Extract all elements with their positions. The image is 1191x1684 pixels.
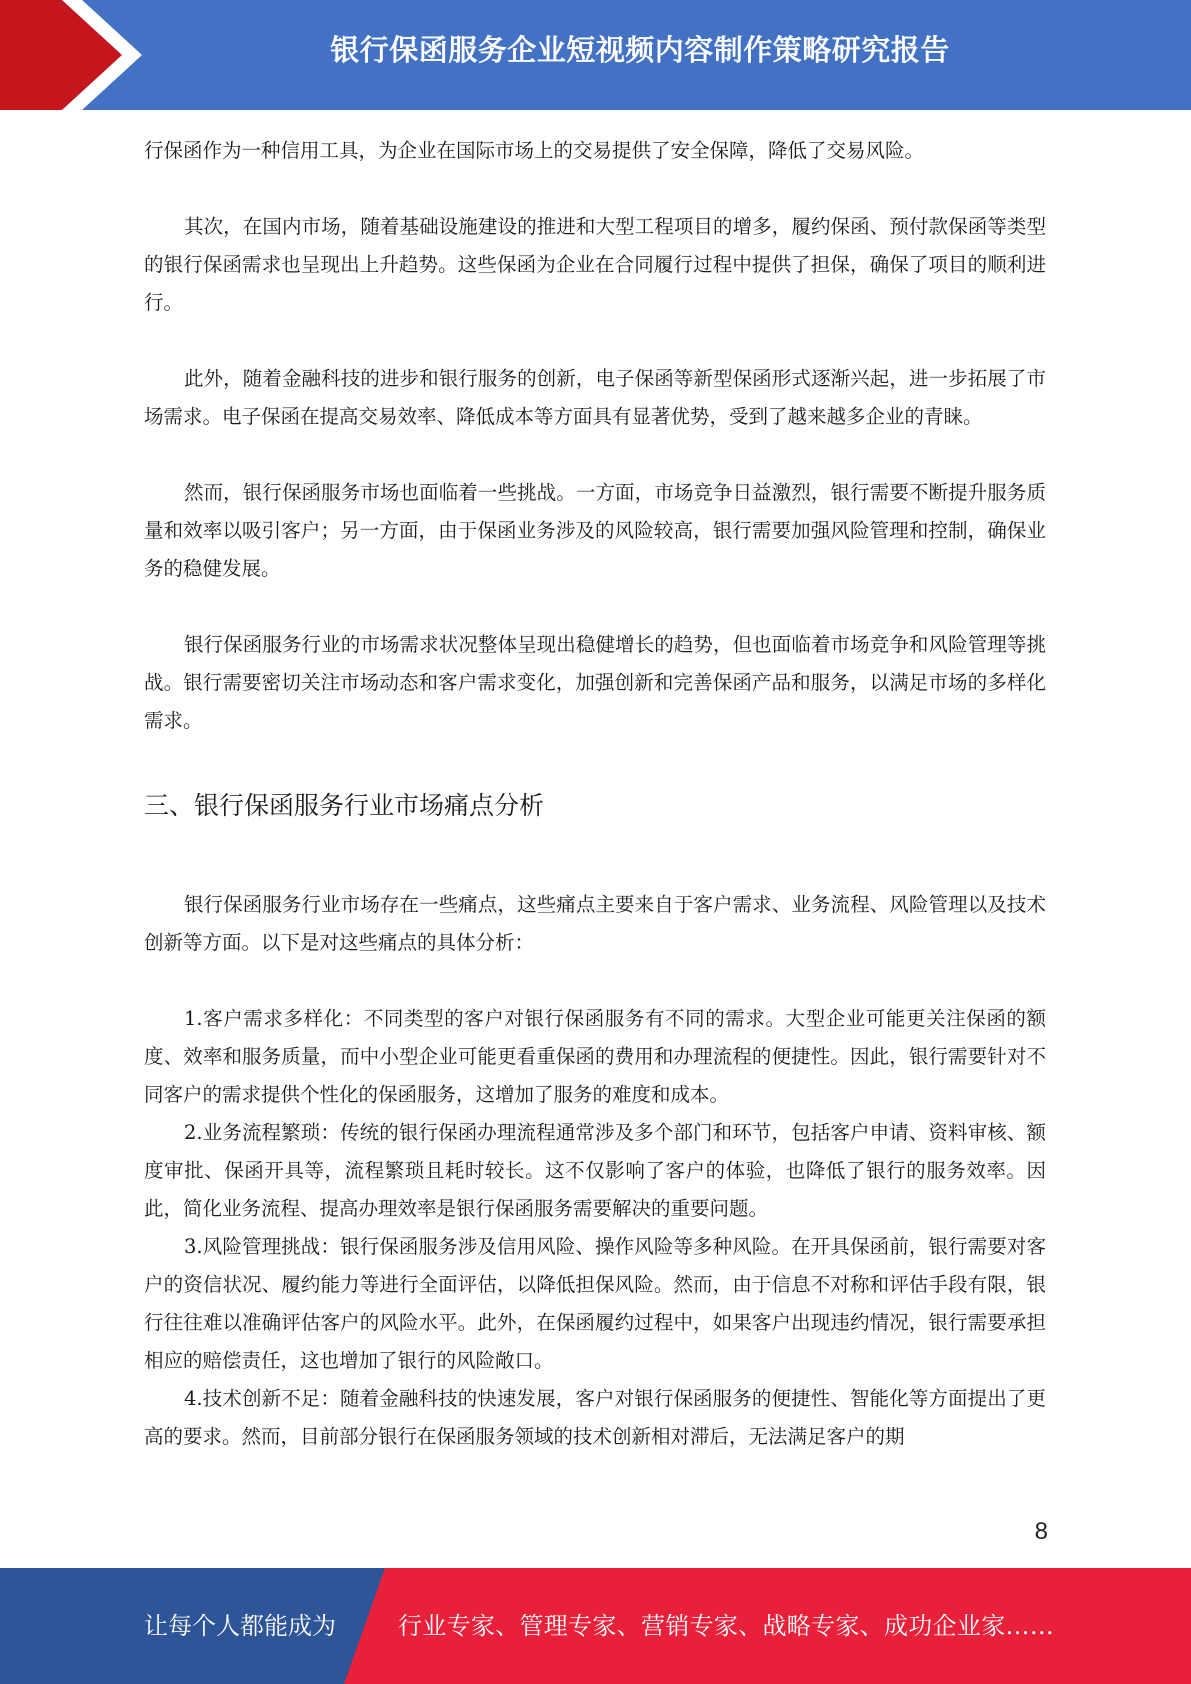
footer-banner [0, 1568, 1191, 1684]
pain-point-item: 1.客户需求多样化：不同类型的客户对银行保函服务有不同的需求。大型企业可能更关注保函的额度、效率和服务质量，而中小型企业可能更看重保函的费用和办理流程的便捷性。因此，银行需要针对不同客户的需求提供个性化的保函服务，这增加了服务的难度和成本。 [144, 1007, 1046, 1106]
section-heading: 三、银行保函服务行业市场痛点分析 [144, 791, 545, 820]
pain-point-item: 3.风险管理挑战：银行保函服务涉及信用风险、操作风险等多种风险。在开具保函前，银行需要对客户的资信状况、履约能力等进行全面评估，以降低担保风险。然而，由于信息不对称和评估手段有限，银行往往难以准确评估客户的风险水平。此外，在保函履约过程中，如果客户出现违约情况，银行需要承担相应的赔偿责任，这也增加了银行的风险敞口。 [144, 1235, 1046, 1372]
paragraph: 行保函作为一种信用工具，为企业在国际市场上的交易提供了安全保障，降低了交易风险。 [144, 139, 925, 162]
paragraph: 此外，随着金融科技的进步和银行服务的创新，电子保函等新型保函形式逐渐兴起，进一步拓展了市场需求。电子保函在提高交易效率、降低成本等方面具有显著优势，受到了越来越多企业的青睐。 [144, 367, 1046, 428]
header-banner [0, 0, 1191, 110]
page-number: 8 [1034, 1518, 1048, 1545]
pain-point-item: 2.业务流程繁琐：传统的银行保函办理流程通常涉及多个部门和环节，包括客户申请、资料审核、额度审批、保函开具等，流程繁琐且耗时较长。这不仅影响了客户的体验，也降低了银行的服务效率。因此，简化业务流程、提高办理效率是银行保函服务需要解决的重要问题。 [144, 1121, 1046, 1220]
section-intro: 银行保函服务行业市场存在一些痛点，这些痛点主要来自于客户需求、业务流程、风险管理以及技术创新等方面。以下是对这些痛点的具体分析： [144, 893, 1046, 954]
report-title: 银行保函服务企业短视频内容制作策略研究报告 [330, 33, 950, 67]
paragraph: 然而，银行保函服务市场也面临着一些挑战。一方面，市场竞争日益激烈，银行需要不断提升服务质量和效率以吸引客户；另一方面，由于保函业务涉及的风险较高，银行需要加强风险管理和控制，确保业务的稳健发展。 [144, 481, 1046, 580]
page-content [144, 132, 1046, 1456]
footer-slogan-left: 让每个人都能成为 [144, 1612, 336, 1640]
header-arrow-decoration [0, 0, 150, 110]
pain-point-item: 4.技术创新不足：随着金融科技的快速发展，客户对银行保函服务的便捷性、智能化等方面提出了更高的要求。然而，目前部分银行在保函服务领域的技术创新相对滞后，无法满足客户的期 [144, 1387, 1046, 1448]
footer-slogan-right: 行业专家、管理专家、营销专家、战略专家、成功企业家…… [398, 1612, 1055, 1640]
paragraph: 银行保函服务行业的市场需求状况整体呈现出稳健增长的趋势，但也面临着市场竞争和风险管理等挑战。银行需要密切关注市场动态和客户需求变化，加强创新和完善保函产品和服务，以满足市场的多样化需求。 [144, 633, 1046, 732]
paragraph: 其次，在国内市场，随着基础设施建设的推进和大型工程项目的增多，履约保函、预付款保函等类型的银行保函需求也呈现出上升趋势。这些保函为企业在合同履行过程中提供了担保，确保了项目的顺利进行。 [144, 215, 1046, 314]
